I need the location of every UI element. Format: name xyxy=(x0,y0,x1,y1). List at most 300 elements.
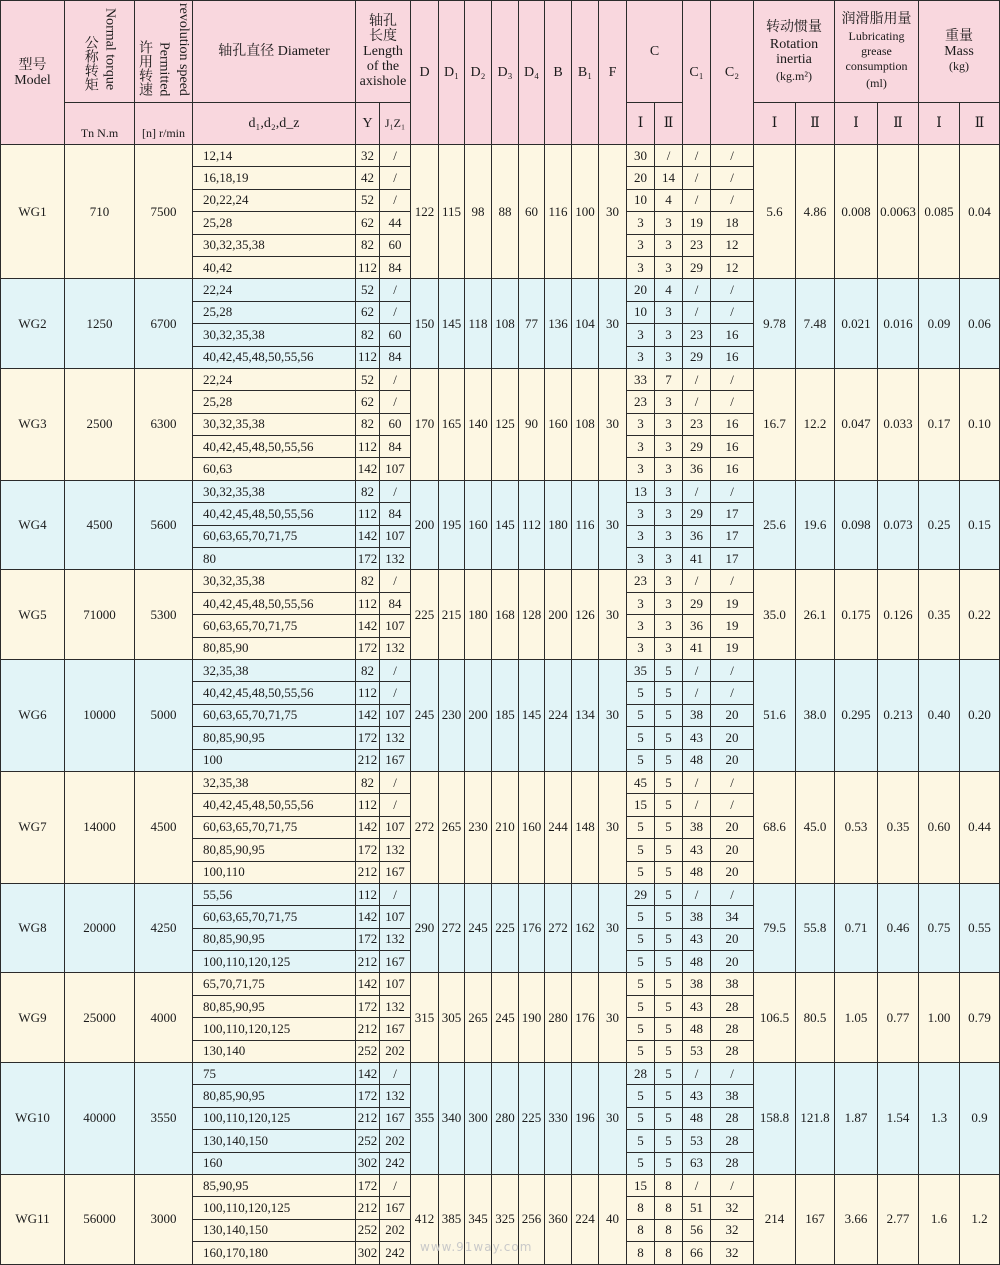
length-jz-cell: / xyxy=(380,1174,411,1196)
diameter-cell: 25,28 xyxy=(193,391,356,413)
grease-I-cell: 3.66 xyxy=(835,1174,878,1264)
C2-cell: 20 xyxy=(711,727,754,749)
mass-I-cell: 0.17 xyxy=(919,368,960,480)
C2-cell: 32 xyxy=(711,1242,754,1264)
length-y-cell: 142 xyxy=(356,973,380,995)
C-I-cell: 5 xyxy=(627,1107,655,1129)
C2-cell: / xyxy=(711,145,754,167)
length-jz-cell: / xyxy=(380,659,411,681)
torque-cell: 25000 xyxy=(65,973,135,1063)
D2-cell: 200 xyxy=(465,659,492,771)
length-jz-cell: 202 xyxy=(380,1040,411,1062)
length-jz-cell: 167 xyxy=(380,861,411,883)
length-y-cell: 142 xyxy=(356,458,380,480)
C-II-cell: 3 xyxy=(655,413,683,435)
speed-header-cn: 许用转速 xyxy=(137,39,152,96)
D3-header: D₃ xyxy=(492,1,519,145)
length-y-cell: 302 xyxy=(356,1152,380,1174)
length-jz-cell: / xyxy=(380,771,411,793)
D3-cell: 125 xyxy=(492,368,519,480)
diameter-cell: 80,85,90,95 xyxy=(193,928,356,950)
C-I-cell: 5 xyxy=(627,816,655,838)
length-y-cell: 142 xyxy=(356,704,380,726)
C-II-cell: 5 xyxy=(655,973,683,995)
diameter-cell: 60,63,65,70,71,75 xyxy=(193,704,356,726)
grease-I-cell: 0.71 xyxy=(835,883,878,973)
C-I-cell: 8 xyxy=(627,1242,655,1264)
length-jz-cell: / xyxy=(380,167,411,189)
length-y-cell: 172 xyxy=(356,727,380,749)
B-cell: 180 xyxy=(545,480,572,570)
C-II-cell: 5 xyxy=(655,771,683,793)
D4-cell: 128 xyxy=(519,570,545,660)
C1-header: C₁ xyxy=(683,1,711,145)
diameter-cell: 40,42,45,48,50,55,56 xyxy=(193,436,356,458)
length-jz-cell: 84 xyxy=(380,592,411,614)
C2-cell: 17 xyxy=(711,548,754,570)
model-cell: WG3 xyxy=(1,368,65,480)
diameter-cell: 160,170,180 xyxy=(193,1242,356,1264)
speed-cell: 5300 xyxy=(135,570,193,660)
mass-II-cell: 0.20 xyxy=(960,659,1000,771)
grease-I-cell: 1.87 xyxy=(835,1063,878,1175)
D1-cell: 165 xyxy=(439,368,465,480)
C1-cell: / xyxy=(683,1174,711,1196)
grease-I-header: Ⅰ xyxy=(835,103,878,145)
length-jz-cell: 107 xyxy=(380,525,411,547)
length-y-cell: 212 xyxy=(356,861,380,883)
mass-II-cell: 0.22 xyxy=(960,570,1000,660)
C-I-cell: 3 xyxy=(627,324,655,346)
C-I-cell: 5 xyxy=(627,861,655,883)
C-I-cell: 35 xyxy=(627,659,655,681)
diameter-cell: 60,63,65,70,71,75 xyxy=(193,816,356,838)
length-y-cell: 112 xyxy=(356,592,380,614)
C2-cell: 20 xyxy=(711,861,754,883)
C-II-cell: 5 xyxy=(655,995,683,1017)
speed-cell: 7500 xyxy=(135,145,193,279)
diameter-cell: 130,140 xyxy=(193,1040,356,1062)
table-row xyxy=(1,1063,1000,1085)
C-II-cell: 3 xyxy=(655,212,683,234)
C2-cell: 20 xyxy=(711,951,754,973)
inertia-II-cell: 38.0 xyxy=(796,659,835,771)
length-jz-header: J₁Z₁ xyxy=(380,103,411,145)
length-jz-cell: / xyxy=(380,570,411,592)
C-I-cell: 3 xyxy=(627,234,655,256)
length-jz-cell: 84 xyxy=(380,436,411,458)
table-row xyxy=(1,771,1000,793)
C-II-cell: 8 xyxy=(655,1242,683,1264)
C-I-cell: 45 xyxy=(627,771,655,793)
C2-cell: 28 xyxy=(711,1018,754,1040)
C-II-cell: 5 xyxy=(655,951,683,973)
C1-cell: 53 xyxy=(683,1130,711,1152)
C-I-cell: 23 xyxy=(627,570,655,592)
D2-cell: 230 xyxy=(465,771,492,883)
inertia-I-cell: 106.5 xyxy=(754,973,796,1063)
grease-II-cell: 0.073 xyxy=(878,480,919,570)
C1-cell: / xyxy=(683,301,711,323)
inertia-header-unit: (kg.m²) xyxy=(776,68,812,83)
grease-II-cell: 0.033 xyxy=(878,368,919,480)
C2-cell: 19 xyxy=(711,637,754,659)
length-jz-cell: 202 xyxy=(380,1130,411,1152)
table-row xyxy=(1,570,1000,592)
mass-I-cell: 0.085 xyxy=(919,145,960,279)
C-I-cell: 33 xyxy=(627,368,655,390)
B-header: B xyxy=(545,1,572,145)
C-I-cell: 3 xyxy=(627,615,655,637)
C1-cell: 19 xyxy=(683,212,711,234)
model-cell: WG9 xyxy=(1,973,65,1063)
C2-cell: / xyxy=(711,480,754,502)
mass-II-header: Ⅱ xyxy=(960,103,1000,145)
D4-cell: 60 xyxy=(519,145,545,279)
C-I-cell: 30 xyxy=(627,145,655,167)
F-cell: 30 xyxy=(599,368,627,480)
D-cell: 272 xyxy=(411,771,439,883)
mass-I-cell: 1.6 xyxy=(919,1174,960,1264)
diameter-cell: 160 xyxy=(193,1152,356,1174)
diameter-cell: 80,85,90,95 xyxy=(193,727,356,749)
diameter-cell: 65,70,71,75 xyxy=(193,973,356,995)
length-y-cell: 62 xyxy=(356,301,380,323)
diameter-cell: 55,56 xyxy=(193,883,356,905)
D3-cell: 225 xyxy=(492,883,519,973)
model-cell: WG1 xyxy=(1,145,65,279)
diameter-cell: 30,32,35,38 xyxy=(193,570,356,592)
grease-II-cell: 0.126 xyxy=(878,570,919,660)
length-jz-cell: 132 xyxy=(380,1085,411,1107)
C2-cell: 20 xyxy=(711,839,754,861)
model-cell: WG8 xyxy=(1,883,65,973)
diameter-cell: 22,24 xyxy=(193,279,356,301)
length-y-cell: 42 xyxy=(356,167,380,189)
length-y-cell: 212 xyxy=(356,1197,380,1219)
length-jz-cell: 84 xyxy=(380,256,411,278)
C2-cell: 16 xyxy=(711,413,754,435)
inertia-II-cell: 4.86 xyxy=(796,145,835,279)
B1-cell: 100 xyxy=(572,145,599,279)
length-y-cell: 52 xyxy=(356,279,380,301)
C2-cell: / xyxy=(711,1063,754,1085)
C-II-cell: 5 xyxy=(655,883,683,905)
C-I-cell: 20 xyxy=(627,167,655,189)
speed-header-en2: revolution speed xyxy=(176,3,191,96)
C1-cell: 48 xyxy=(683,1107,711,1129)
length-jz-cell: 107 xyxy=(380,704,411,726)
mass-I-cell: 0.60 xyxy=(919,771,960,883)
F-cell: 30 xyxy=(599,145,627,279)
length-y-cell: 82 xyxy=(356,771,380,793)
length-jz-cell: / xyxy=(380,1063,411,1085)
length-jz-cell: 242 xyxy=(380,1242,411,1264)
table-row xyxy=(1,1174,1000,1196)
torque-cell: 710 xyxy=(65,145,135,279)
C-II-cell: 5 xyxy=(655,704,683,726)
torque-cell: 40000 xyxy=(65,1063,135,1175)
inertia-I-cell: 25.6 xyxy=(754,480,796,570)
diameter-cell: 80,85,90,95 xyxy=(193,995,356,1017)
C2-cell: / xyxy=(711,279,754,301)
C-I-cell: 10 xyxy=(627,301,655,323)
D2-cell: 140 xyxy=(465,368,492,480)
D2-header: D₂ xyxy=(465,1,492,145)
table-row xyxy=(1,659,1000,681)
D3-cell: 185 xyxy=(492,659,519,771)
C2-cell: 17 xyxy=(711,503,754,525)
mass-II-cell: 0.79 xyxy=(960,973,1000,1063)
C-I-cell: 13 xyxy=(627,480,655,502)
length-y-cell: 82 xyxy=(356,324,380,346)
inertia-II-cell: 55.8 xyxy=(796,883,835,973)
B-cell: 160 xyxy=(545,368,572,480)
C-I-cell: 5 xyxy=(627,704,655,726)
length-jz-cell: 167 xyxy=(380,1018,411,1040)
B1-cell: 134 xyxy=(572,659,599,771)
C2-cell: / xyxy=(711,883,754,905)
watermark: www.91way.com xyxy=(420,1240,533,1254)
model-header xyxy=(1,1,65,145)
grease-I-cell: 1.05 xyxy=(835,973,878,1063)
speed-header-en1: Permitted xyxy=(156,41,172,96)
C2-cell: / xyxy=(711,301,754,323)
C-I-cell: 3 xyxy=(627,548,655,570)
length-jz-cell: 107 xyxy=(380,615,411,637)
C-I-cell: 8 xyxy=(627,1197,655,1219)
C1-cell: 38 xyxy=(683,906,711,928)
C-I-cell: 5 xyxy=(627,1152,655,1174)
length-y-cell: 302 xyxy=(356,1242,380,1264)
C-II-cell: 8 xyxy=(655,1219,683,1241)
table-row xyxy=(1,279,1000,301)
mass-I-header: Ⅰ xyxy=(919,103,960,145)
C1-cell: / xyxy=(683,682,711,704)
length-y-cell: 82 xyxy=(356,570,380,592)
C-II-cell: 3 xyxy=(655,391,683,413)
B-cell: 330 xyxy=(545,1063,572,1175)
diameter-cell: 100,110,120,125 xyxy=(193,951,356,973)
torque-header-cn: 公称转矩 xyxy=(82,34,98,91)
diameter-header xyxy=(193,1,356,103)
C1-cell: / xyxy=(683,391,711,413)
D2-cell: 98 xyxy=(465,145,492,279)
C-II-cell: 5 xyxy=(655,727,683,749)
inertia-I-cell: 51.6 xyxy=(754,659,796,771)
C-II-cell: 7 xyxy=(655,368,683,390)
inertia-I-header: Ⅰ xyxy=(754,103,796,145)
D1-cell: 195 xyxy=(439,480,465,570)
grease-II-cell: 0.213 xyxy=(878,659,919,771)
diameter-cell: 30,32,35,38 xyxy=(193,480,356,502)
D2-cell: 118 xyxy=(465,279,492,369)
mass-I-cell: 0.25 xyxy=(919,480,960,570)
diameter-cell: 85,90,95 xyxy=(193,1174,356,1196)
B1-cell: 104 xyxy=(572,279,599,369)
C2-header: C₂ xyxy=(711,1,754,145)
diameter-cell: 80,85,90,95 xyxy=(193,839,356,861)
C1-cell: 43 xyxy=(683,995,711,1017)
length-y-cell: 82 xyxy=(356,659,380,681)
D-cell: 315 xyxy=(411,973,439,1063)
C-II-cell: 3 xyxy=(655,637,683,659)
C2-cell: / xyxy=(711,794,754,816)
torque-cell: 10000 xyxy=(65,659,135,771)
D2-cell: 300 xyxy=(465,1063,492,1175)
C-I-cell: 3 xyxy=(627,436,655,458)
grease-II-cell: 0.77 xyxy=(878,973,919,1063)
C-II-cell: 4 xyxy=(655,279,683,301)
model-header-cn: 型号 xyxy=(18,57,47,73)
length-y-cell: 62 xyxy=(356,212,380,234)
C-I-cell: 28 xyxy=(627,1063,655,1085)
mass-header-unit: (kg) xyxy=(949,59,969,73)
grease-I-cell: 0.021 xyxy=(835,279,878,369)
D-cell: 170 xyxy=(411,368,439,480)
D1-header: D₁ xyxy=(439,1,465,145)
length-header xyxy=(356,1,411,103)
length-y-header: Y xyxy=(356,103,380,145)
C1-cell: 48 xyxy=(683,1018,711,1040)
C2-cell: / xyxy=(711,682,754,704)
C2-cell: 28 xyxy=(711,1040,754,1062)
D2-cell: 160 xyxy=(465,480,492,570)
mass-II-cell: 0.06 xyxy=(960,279,1000,369)
length-header-en: Length of the axishole xyxy=(359,44,407,89)
torque-header xyxy=(65,1,135,103)
length-jz-cell: 202 xyxy=(380,1219,411,1241)
inertia-II-cell: 167 xyxy=(796,1174,835,1264)
mass-II-cell: 0.15 xyxy=(960,480,1000,570)
mass-header xyxy=(919,1,1000,103)
length-y-cell: 52 xyxy=(356,368,380,390)
C1-cell: 29 xyxy=(683,503,711,525)
diameter-cell: 80,85,90,95 xyxy=(193,1085,356,1107)
length-y-cell: 142 xyxy=(356,615,380,637)
F-cell: 30 xyxy=(599,659,627,771)
D4-cell: 112 xyxy=(519,480,545,570)
C-I-cell: 20 xyxy=(627,279,655,301)
D4-cell: 90 xyxy=(519,368,545,480)
C-II-cell: 8 xyxy=(655,1197,683,1219)
C1-cell: 56 xyxy=(683,1219,711,1241)
grease-II-header: Ⅱ xyxy=(878,103,919,145)
model-cell: WG11 xyxy=(1,1174,65,1264)
torque-header-en: Normal torque xyxy=(102,8,118,91)
grease-header-unit: (ml) xyxy=(866,76,887,90)
C2-cell: 18 xyxy=(711,212,754,234)
C-II-cell: 3 xyxy=(655,615,683,637)
C1-cell: 36 xyxy=(683,615,711,637)
C-II-cell: 5 xyxy=(655,1130,683,1152)
F-header: F xyxy=(599,1,627,145)
diameter-cell: 130,140,150 xyxy=(193,1130,356,1152)
C-I-cell: 3 xyxy=(627,413,655,435)
C-II-cell: 5 xyxy=(655,682,683,704)
C1-cell: / xyxy=(683,145,711,167)
grease-I-cell: 0.008 xyxy=(835,145,878,279)
C-II-cell: 5 xyxy=(655,1085,683,1107)
length-jz-cell: / xyxy=(380,883,411,905)
length-jz-cell: 167 xyxy=(380,1197,411,1219)
C1-cell: 38 xyxy=(683,704,711,726)
C-II-cell: 5 xyxy=(655,749,683,771)
inertia-I-cell: 158.8 xyxy=(754,1063,796,1175)
C1-cell: / xyxy=(683,167,711,189)
C-II-cell: 5 xyxy=(655,928,683,950)
grease-I-cell: 0.098 xyxy=(835,480,878,570)
D-cell: 355 xyxy=(411,1063,439,1175)
C-II-cell: 5 xyxy=(655,1040,683,1062)
table-row xyxy=(1,883,1000,905)
length-jz-cell: 167 xyxy=(380,951,411,973)
length-jz-cell: / xyxy=(380,480,411,502)
C1-cell: 53 xyxy=(683,1040,711,1062)
C-II-cell: 3 xyxy=(655,503,683,525)
C2-cell: 32 xyxy=(711,1197,754,1219)
length-y-cell: 172 xyxy=(356,928,380,950)
C1-cell: / xyxy=(683,480,711,502)
C-I-cell: 29 xyxy=(627,883,655,905)
C1-cell: 41 xyxy=(683,637,711,659)
C-I-cell: 5 xyxy=(627,906,655,928)
diameter-cell: 25,28 xyxy=(193,301,356,323)
diameter-cell: 100,110,120,125 xyxy=(193,1107,356,1129)
length-jz-cell: 132 xyxy=(380,995,411,1017)
C-I-cell: 3 xyxy=(627,503,655,525)
B-cell: 244 xyxy=(545,771,572,883)
D2-cell: 265 xyxy=(465,973,492,1063)
diameter-cell: 60,63,65,70,71,75 xyxy=(193,525,356,547)
B1-cell: 116 xyxy=(572,480,599,570)
length-y-cell: 252 xyxy=(356,1219,380,1241)
D3-cell: 145 xyxy=(492,480,519,570)
C2-cell: 20 xyxy=(711,928,754,950)
length-jz-cell: 84 xyxy=(380,346,411,368)
D2-cell: 180 xyxy=(465,570,492,660)
torque-cell: 4500 xyxy=(65,480,135,570)
inertia-II-header: Ⅱ xyxy=(796,103,835,145)
C-I-cell: 3 xyxy=(627,212,655,234)
C-II-cell: 3 xyxy=(655,458,683,480)
diameter-header-title: 轴孔直径 Diameter xyxy=(218,44,330,59)
length-jz-cell: 107 xyxy=(380,816,411,838)
length-y-cell: 112 xyxy=(356,682,380,704)
C-I-cell: 15 xyxy=(627,1174,655,1196)
mass-II-cell: 0.9 xyxy=(960,1063,1000,1175)
mass-I-cell: 1.00 xyxy=(919,973,960,1063)
mass-I-cell: 0.09 xyxy=(919,279,960,369)
length-jz-cell: / xyxy=(380,794,411,816)
C-II-cell: / xyxy=(655,145,683,167)
D-cell: 412 xyxy=(411,1174,439,1264)
model-cell: WG6 xyxy=(1,659,65,771)
F-cell: 30 xyxy=(599,279,627,369)
C-II-cell: 5 xyxy=(655,794,683,816)
C2-cell: 38 xyxy=(711,973,754,995)
speed-cell: 5600 xyxy=(135,480,193,570)
C1-cell: / xyxy=(683,279,711,301)
length-jz-cell: / xyxy=(380,301,411,323)
C-I-cell: 5 xyxy=(627,749,655,771)
C-II-cell: 3 xyxy=(655,301,683,323)
B1-cell: 162 xyxy=(572,883,599,973)
diameter-cell: 60,63,65,70,71,75 xyxy=(193,906,356,928)
C2-cell: / xyxy=(711,391,754,413)
B-cell: 272 xyxy=(545,883,572,973)
C-I-cell: 5 xyxy=(627,1130,655,1152)
